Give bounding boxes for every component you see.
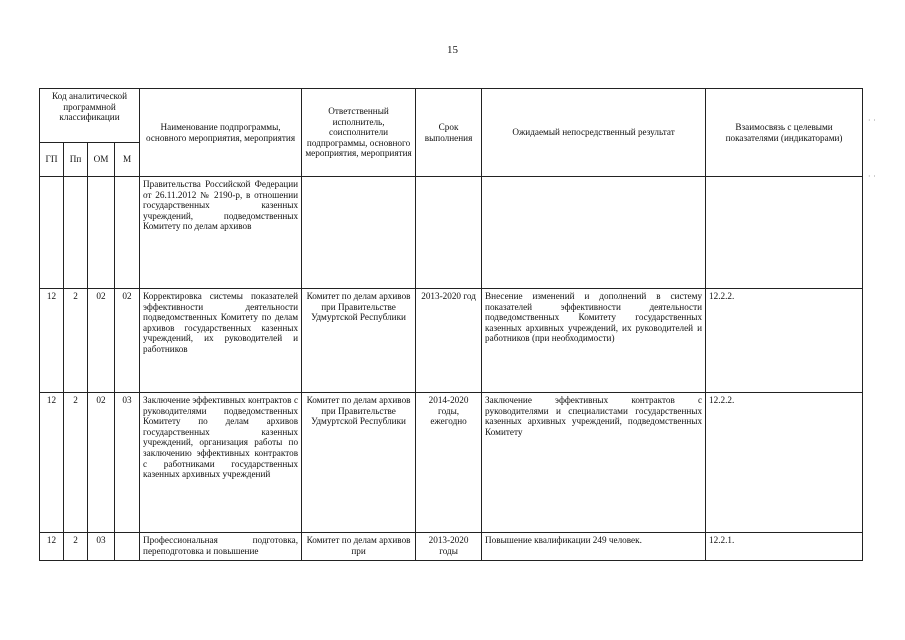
- cell-om: 03: [88, 533, 115, 561]
- cell-pp: 2: [64, 393, 88, 533]
- table-row: [40, 393, 863, 533]
- header-responsible: Ответственный исполнитель, соисполнители подпрограммы, основного мероприятия, мероприятия: [302, 89, 416, 177]
- header-link: Взаимосвязь с целевыми показателями (индикаторами): [706, 89, 863, 177]
- cell-pp: 2: [64, 533, 88, 561]
- cell-pp: 2: [64, 289, 88, 393]
- cell-name: Корректировка системы показателей эффективности деятельности подведомственных Комитету по делам архивов государственных казенных учреждений, их руководителей и работников: [140, 289, 302, 393]
- cell-result: Заключение эффективных контрактов с руководителями и специалистами государственных казенных архивных учреждений, подведомственных Комитету: [482, 393, 706, 533]
- cell-link: 12.2.2.: [706, 289, 863, 393]
- cell-name: Профессиональная подготовка, переподготовка и повышение: [140, 533, 302, 561]
- cell-gp: 12: [40, 393, 64, 533]
- margin-scan-mark: · ·: [868, 116, 876, 125]
- program-table: [39, 88, 863, 561]
- cell-term: 2013-2020 год: [416, 289, 482, 393]
- header-result: Ожидаемый непосредственный результат: [482, 89, 706, 177]
- cell-m: [115, 533, 140, 561]
- header-pp: Пп: [64, 143, 88, 177]
- table-row: [40, 533, 863, 561]
- header-om: ОМ: [88, 143, 115, 177]
- header-term: Срок выполнения: [416, 89, 482, 177]
- header-code-group: Код аналитической программной классификации: [40, 89, 140, 143]
- cell-responsible: [302, 177, 416, 289]
- cell-term: 2013-2020 годы: [416, 533, 482, 561]
- cell-m: [115, 177, 140, 289]
- cell-m: 02: [115, 289, 140, 393]
- margin-scan-mark: · ·: [868, 172, 876, 181]
- header-gp: ГП: [40, 143, 64, 177]
- cell-result: [482, 177, 706, 289]
- table-row: [40, 289, 863, 393]
- cell-responsible: Комитет по делам архивов при Правительстве Удмуртской Республики: [302, 393, 416, 533]
- cell-responsible: Комитет по делам архивов при: [302, 533, 416, 561]
- header-m: М: [115, 143, 140, 177]
- cell-link: 12.2.2.: [706, 393, 863, 533]
- table-row: [40, 177, 863, 289]
- cell-m: 03: [115, 393, 140, 533]
- cell-term: 2014-2020 годы, ежегодно: [416, 393, 482, 533]
- cell-gp: 12: [40, 533, 64, 561]
- cell-name: Правительства Российской Федерации от 26.11.2012 № 2190-р, в отношении государственных казенных учреждений, подведомственных Комитету по делам архивов: [140, 177, 302, 289]
- header-name: Наименование подпрограммы, основного мероприятия, мероприятия: [140, 89, 302, 177]
- cell-gp: 12: [40, 289, 64, 393]
- cell-term: [416, 177, 482, 289]
- cell-pp: [64, 177, 88, 289]
- cell-om: 02: [88, 289, 115, 393]
- cell-gp: [40, 177, 64, 289]
- cell-responsible: Комитет по делам архивов при Правительстве Удмуртской Республики: [302, 289, 416, 393]
- page-number: 15: [447, 44, 458, 56]
- cell-result: Повышение квалификации 249 человек.: [482, 533, 706, 561]
- cell-om: 02: [88, 393, 115, 533]
- cell-om: [88, 177, 115, 289]
- cell-name: Заключение эффективных контрактов с руководителями подведомственных Комитету по делам архивов государственных казенных учреждений, организация работы по заключению эффективных контрактов с работниками государственных казенных архивных учреждений: [140, 393, 302, 533]
- cell-link: 12.2.1.: [706, 533, 863, 561]
- cell-link: [706, 177, 863, 289]
- header-row-top: [40, 89, 863, 143]
- cell-result: Внесение изменений и дополнений в систему показателей эффективности деятельности подведомственных Комитету государственных казенных архивных учреждений, их руководителей и работников (при необходимости): [482, 289, 706, 393]
